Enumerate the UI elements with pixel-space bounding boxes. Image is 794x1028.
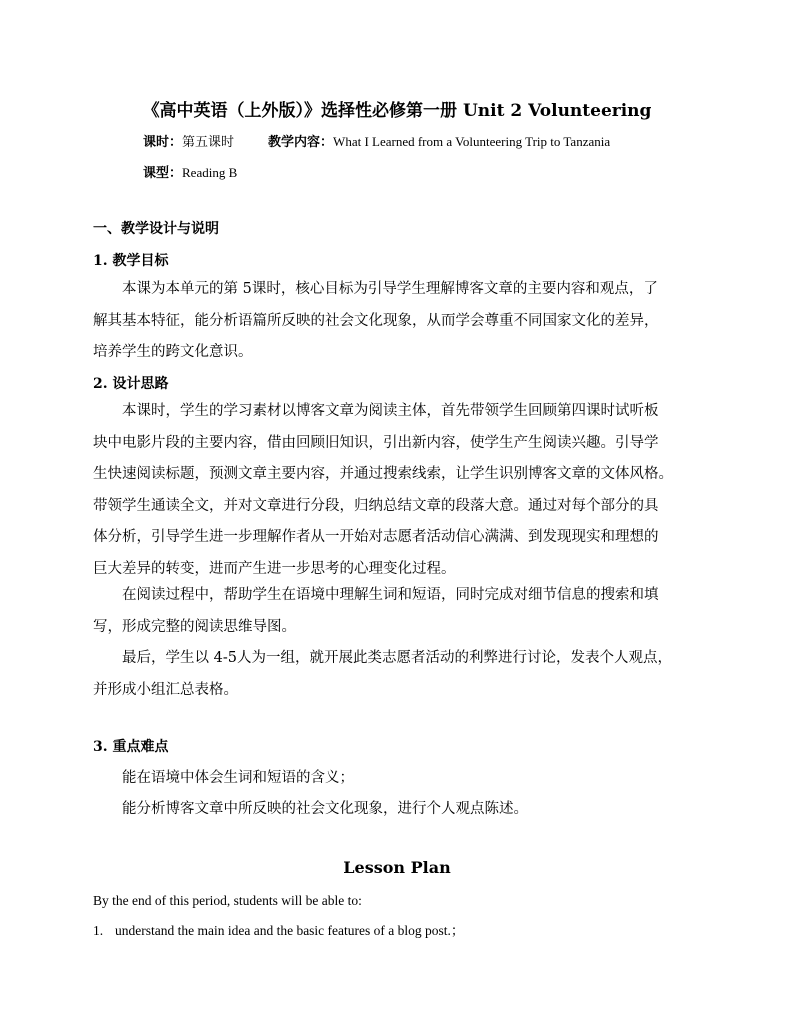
document-title: 《高中英语（上外版）》选择性必修第一册 Unit 2 Volunteering <box>142 101 652 121</box>
goal-heading: 1. 教学目标 <box>93 253 169 269</box>
design-line: 本课时，学生的学习素材以博客文章为阅读主体，首先带领学生回顾第四课时试听板 <box>122 403 659 419</box>
design-line: 在阅读过程中，帮助学生在语境中理解生词和短语，同时完成对细节信息的搜索和填 <box>122 587 659 603</box>
type-value: Reading B <box>182 165 238 180</box>
meta-row-2 <box>143 162 237 181</box>
goal-line: 培养学生的跨文化意识。 <box>93 344 253 360</box>
item-text: understand the main idea and the basic features of a blog post.； <box>115 923 465 938</box>
type-label: 课型： <box>143 166 183 181</box>
design-line: 最后，学生以 4-5人为一组，就开展此类志愿者活动的利弊进行讨论，发表个人观点， <box>122 650 672 666</box>
design-paragraph-3 <box>93 643 713 706</box>
design-line: 带领学生通读全文，并对文章进行分段，归纳总结文章的段落大意。通过对每个部分的具 <box>93 497 659 514</box>
meta-row-1 <box>143 131 610 150</box>
content-label: 教学内容： <box>268 135 334 150</box>
period-value: 第五课时 <box>182 135 235 150</box>
lesson-plan-intro: By the end of this period, students will be able to: <box>93 893 362 908</box>
design-line: 并形成小组汇总表格。 <box>93 681 238 698</box>
design-heading: 2. 设计思路 <box>93 376 169 392</box>
section-heading: 一、教学设计与说明 <box>93 221 219 237</box>
lesson-plan-item <box>93 919 464 939</box>
lesson-plan-title: Lesson Plan <box>343 858 451 877</box>
goal-line: 解其基本特征，能分析语篇所反映的社会文化现象，从而学会尊重不同国家文化的差异， <box>93 312 659 329</box>
design-line: 巨大差异的转变，进而产生进一步思考的心理变化过程。 <box>93 560 456 577</box>
design-line: 写，形成完整的阅读思维导图。 <box>93 618 296 635</box>
key-item: 能在语境中体会生词和短语的含义； <box>122 770 354 786</box>
goal-paragraph <box>93 274 713 369</box>
key-item: 能分析博客文章中所反映的社会文化现象，进行个人观点陈述。 <box>122 801 528 817</box>
design-paragraph-1 <box>93 396 713 585</box>
item-number: 1. <box>93 923 104 938</box>
key-heading: 3. 重点难点 <box>93 739 169 755</box>
design-line: 体分析，引导学生进一步理解作者从一开始对志愿者活动信心满满、到发现现实和理想的 <box>93 529 659 545</box>
goal-line: 本课为本单元的第 5课时，核心目标为引导学生理解博客文章的主要内容和观点，了 <box>122 281 658 297</box>
design-paragraph-2 <box>93 580 713 643</box>
design-line: 块中电影片段的主要内容，借由回顾旧知识，引出新内容，使学生产生阅读兴趣。引导学 <box>93 434 659 451</box>
period-label: 课时： <box>143 135 183 150</box>
design-line: 生快速阅读标题，预测文章主要内容，并通过搜索线索，让学生识别博客文章的文体风格。 <box>93 466 673 482</box>
content-value: What I Learned from a Volunteering Trip to Tanzania <box>333 134 611 149</box>
